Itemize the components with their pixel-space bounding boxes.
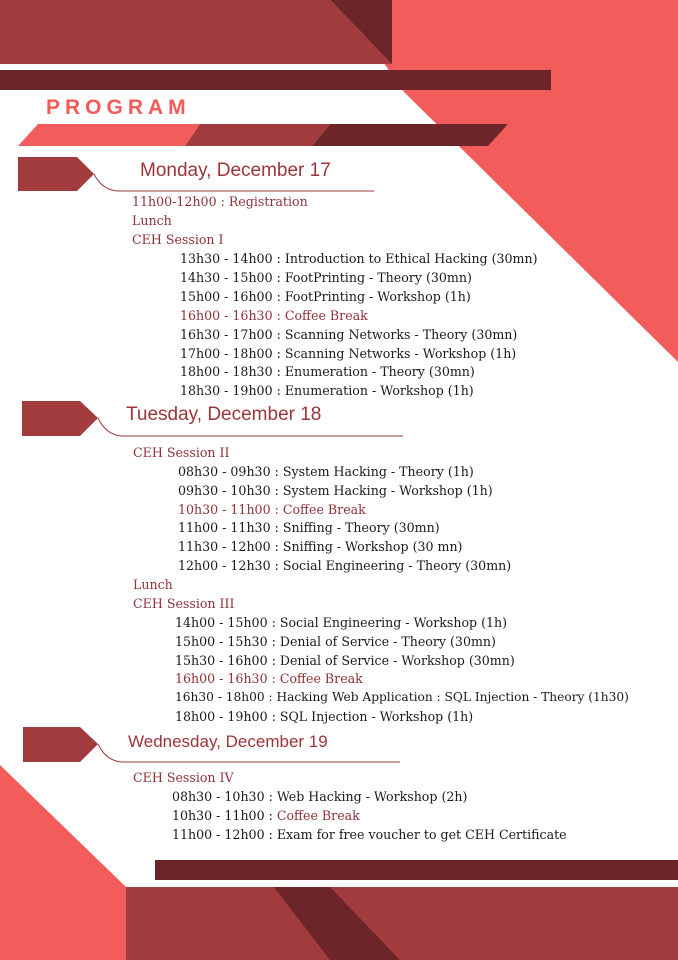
title-underline-maroon [312, 124, 508, 146]
schedule-row: 16h30 - 18h00 : Hacking Web Application : SQL Injection - Theory (1h30) [175, 690, 629, 704]
schedule-row: 14h30 - 15h00 : FootPrinting - Theory (30mn) [180, 270, 472, 285]
schedule-row: 14h00 - 15h00 : Social Engineering - Workshop (1h) [175, 615, 508, 630]
day-heading-wednesday: Wednesday, December 19 [128, 732, 328, 751]
title-underline-rust [185, 124, 330, 146]
schedule-row: 12h00 - 12h30 : Social Engineering - Theory (30mn) [178, 558, 512, 573]
session-heading: CEH Session III [133, 596, 235, 611]
schedule-row: 15h30 - 16h00 : Denial of Service - Workshop (30mn) [175, 653, 515, 668]
schedule-row: 17h00 - 18h00 : Scanning Networks - Workshop (1h) [180, 346, 517, 361]
schedule-row: 08h30 - 09h30 : System Hacking - Theory (1h) [178, 464, 474, 479]
top-bar [0, 70, 551, 90]
schedule-row: 15h00 - 16h00 : FootPrinting - Workshop (1h) [180, 289, 471, 304]
bottom-rust-band [126, 887, 678, 960]
schedule-row: 09h30 - 10h30 : System Hacking - Workshop (1h) [178, 483, 493, 498]
entry-lunch: Lunch [133, 577, 173, 592]
day-heading-monday: Monday, December 17 [140, 160, 331, 181]
session-heading: CEH Session IV [133, 770, 234, 785]
coffee-break-row: 16h00 - 16h30 : Coffee Break [180, 308, 368, 323]
coffee-break-row: 16h00 - 16h30 : Coffee Break [175, 671, 363, 686]
schedule-row: 16h30 - 17h00 : Scanning Networks - Theory (30mn) [180, 327, 518, 342]
footer-website: CSD.IEEE.TN [540, 840, 661, 856]
schedule-row: 10h30 - 11h00 : Coffee Break [172, 808, 360, 823]
session-heading: CEH Session II [133, 445, 230, 460]
bottom-bar [155, 860, 678, 880]
schedule-row: 18h00 - 18h30 : Enumeration - Theory (30mn) [180, 364, 475, 379]
entry-lunch: Lunch [132, 213, 172, 228]
schedule-row: 15h00 - 15h30 : Denial of Service - Theory (30mn) [175, 634, 496, 649]
schedule-row: 11h00 - 12h00 : Exam for free voucher to get CEH Certificate [172, 827, 567, 842]
schedule-row: 18h30 - 19h00 : Enumeration - Workshop (1h) [180, 383, 474, 398]
schedule-row: 11h00 - 11h30 : Sniffing - Theory (30mn) [178, 520, 440, 535]
coffee-break-row: 10h30 - 11h00 : Coffee Break [178, 502, 366, 517]
entry-registration: 11h00-12h00 : Registration [132, 194, 308, 209]
schedule-row: 13h30 - 14h00 : Introduction to Ethical Hacking (30mn) [180, 251, 538, 266]
bottom-coral-shape [0, 765, 126, 960]
page-title: PROGRAM [46, 96, 191, 119]
schedule-row: 18h00 - 19h00 : SQL Injection - Workshop (1h) [175, 709, 474, 724]
day-heading-tuesday: Tuesday, December 18 [126, 404, 322, 425]
top-rust-shape [0, 0, 392, 64]
schedule-row: 11h30 - 12h00 : Sniffing - Workshop (30 mn) [178, 539, 463, 554]
session-heading: CEH Session I [132, 232, 224, 247]
title-underline-coral [18, 124, 200, 146]
schedule-row: 08h30 - 10h30 : Web Hacking - Workshop (2h) [172, 789, 468, 804]
